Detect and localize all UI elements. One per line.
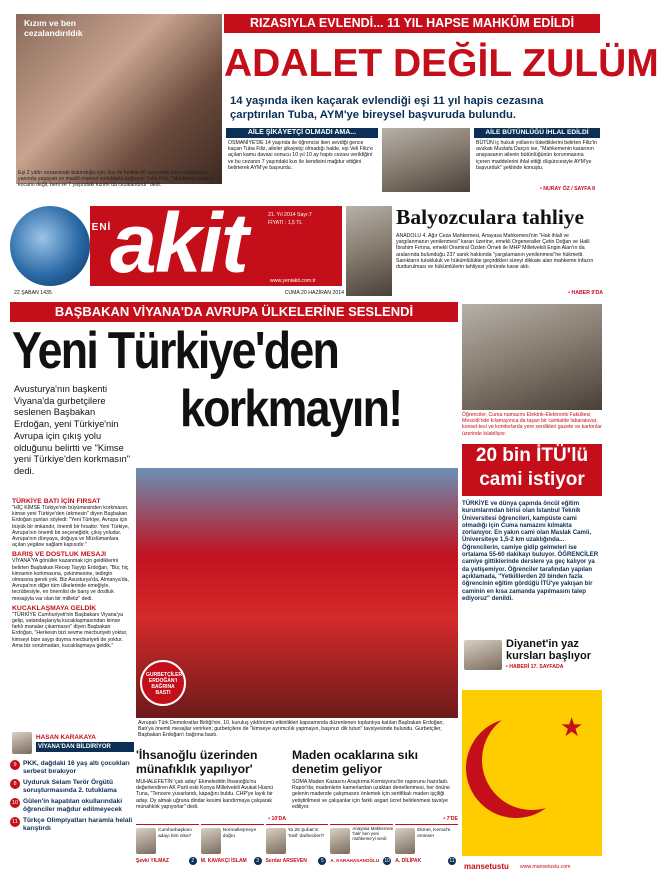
byline-avatar — [12, 732, 32, 754]
brand-url: www.mansetustu.com — [520, 864, 571, 870]
list-item — [10, 760, 134, 776]
columnist-avatar — [266, 828, 286, 854]
columnist-quote: Cumhurbaşkanı adayı kim olsa? — [158, 828, 192, 839]
top-photo — [16, 14, 222, 184]
section-1 — [12, 498, 130, 548]
side-headline: 20 bin İTÜ'lü cami istiyor — [462, 444, 602, 496]
columnist-page: 11 — [449, 858, 455, 864]
balyoz-photo — [346, 206, 392, 296]
story1-credit: • 10'DA — [268, 816, 286, 822]
top-kicker: RIZASIYLA EVLENDİ... 11 YIL HAPSE MAHKÛM EDİLDİ — [224, 14, 600, 33]
masthead-logo: akit — [110, 196, 247, 290]
section-text: VİYANA'YA gönüller kazanmak için geldiklerini belirten Başbakan Recep Tayyip Erdoğan, "Biz, hiç kimsenin korkmasına, çekinmesine, tedirgin olmasına gerek yok. Biz Avusturya'da, Almanya'da, Avrupa'nın diğer tüm ülkelerinde emeğiyle, tecrübesiyle, en önemlisi de barış ve dostluk mesajıyla var olan bir milletiz" dedi. — [12, 558, 129, 602]
section-2 — [12, 551, 130, 601]
main-headline-line2: korkmayın! — [180, 380, 402, 438]
main-sections — [12, 498, 130, 766]
story2-credit: • 7'DE — [443, 816, 458, 822]
byline-name: HASAN KARAKAYA — [36, 734, 96, 741]
balyoz-headline: Balyozculara tahliye — [396, 205, 585, 229]
top-photo-caption-title: Kızım ve ben cezalandırıldık — [24, 18, 83, 38]
byline-text: VİYANA'DAN BİLDİRİYOR — [36, 742, 134, 752]
side-photo-caption: Öğrenciler, Cuma namazını Elektrik-Elektronik Fakültesi Mescidi'nde kılamayınca da taşan bir camiaitte labaratuvar, konsel-tesi ve koridorlarda yere serdikleri gazete ve kartonlar üzerinde kılabiliyor. — [462, 412, 602, 437]
columnists — [136, 824, 458, 868]
columnist-name: Serdar ARSEVEN — [265, 858, 307, 864]
list-item — [10, 817, 134, 833]
page-number: 11 — [10, 817, 20, 827]
columnist-avatar — [395, 828, 415, 854]
section-text: "TÜRKİYE Cumhuriyeti'nin Başbakanı Viyana'ya gelip, vatandaşlarıyla kucaklaşmasından kimse farklı manalar çıkarmasın" diyen Başbakan Erdoğan, "Herkesin bizi sevme mecburiyeti yoktur, kimseyi bize saygı duyma mecburiyeti de yoktur. Ama biz sorulmadan, kucaklaşmaya geldik." — [12, 611, 128, 649]
story1-headline: 'İhsanoğlu üzerinden münafıklık yapılıyor' — [136, 748, 258, 776]
section-title: TÜRKİYE BATI İÇİN FIRSAT — [12, 498, 101, 505]
diyanet-headline: Diyanet'in yaz kursları başlıyor — [506, 638, 591, 662]
story2-text: SOMA Maden Kazasını Araştırma Komisyonu'ön raporunu hazırladı. Rapor'da; madenlerin kamerlardan uzaktan denetlenmesi, her önüne gelenin madende çalışmasını önlemek için sertifikalı maden işçiliği yetiştirilmesi ve çalışanlar için farklı asgari ücret belirlenmesi tavsiye ediliyor. — [292, 779, 450, 810]
columnist-avatar — [136, 828, 156, 854]
section-3 — [12, 605, 130, 649]
top-right-sub-title: AİLE BÜTÜNLÜĞÜ İHLAL EDİLDİ — [474, 128, 600, 138]
list-item-text: Türkçe Olimpiyatları haramla helali karıştırdı — [23, 817, 133, 832]
main-deck: Avusturya'nın başkenti Viyana'da gurbetçilere seslenen Başbakan Erdoğan, yeni Türkiye'nin Avrupa için çıkış yolu olduğunu belirtti ve "Kimse yeni Türkiye'den korkmasın" dedi. — [14, 384, 130, 476]
list-item — [10, 779, 134, 795]
star-icon: ★ — [560, 712, 584, 742]
top-headline: ADALET DEĞİL ZULÜM — [224, 36, 600, 92]
bottom-left-list — [10, 760, 134, 833]
columnist-card — [266, 824, 329, 868]
masthead-globe — [10, 206, 90, 286]
balyoz-text: ANADOLU 4. Ağır Ceza Mahkemesi, Anayasa Mahkemesi'nin "Hak ihlali ve yargılanmanın yenilenmesi" kararı üzerine, emekli Orgeneraller Çetin Doğan ve Halil İbrahim Fırtına, emekli Oramiral Özden Örnek ile MHP Milletvekili Engin Alan'ın da aralarında bulunduğu 237 sanık hakkında "yargılamanın yenilenmesi"ne hükmetti. Sanıkların tutukluluk ve hükümlülükte geçirdikleri süreyi dikkate alan mahkeme infazın durdurulması ve hükümlülerin tahliyesi yönünde karar aldı. — [396, 233, 594, 271]
masthead-date: CUMA 20 HAZİRAN 2014 — [284, 290, 344, 296]
list-item-text: Uyduruk Selam Terör Örgütü soruşturmasında 2. tutuklama — [23, 779, 117, 794]
columnist-quote: Ya 28 Şubat'ın 'Sivil' darbecileri? — [287, 828, 325, 839]
top-deck: 14 yaşında iken kaçarak evlendiği eşi 11 yıl hapis cezasına çarptırılan Tuba, AYM'ye bireysel başvuruda bulundu. — [230, 95, 544, 122]
columnist-name: A. KARAHASANOĞLU — [330, 858, 380, 863]
top-photo-caption: Eşi 2 yıldır cezaevinde bulunduğu için, kızı ile birlikte 60 yaşındaki kayınvalidesinin yanında yaşayan ve maddi-manevi zorluklarla boğuşan Tuba Filiz, "Mahkeme sadece kocamı değil, beni ve 7 yaşındaki kızımı da cezalandırdı" dedi. — [18, 170, 214, 189]
columnist-page: 10 — [384, 858, 390, 864]
story1-text: MUHALEFETİN 'çatı aday' Ekmeleddin İhsanoğlu'nu değerlendiren AK Parti eski Konya Milletvekili Avukat Hüsnü Tuna, "Tencere yuvarlandı, kapağını buldu. CHP'ye layık bir aday. Oy almak uğruna dindar kesimi kandırmaya çalışarak münafıklık yapıyorlar" dedi. — [136, 779, 274, 810]
brand: mansetustu — [464, 862, 509, 871]
columnist-avatar — [201, 828, 221, 854]
page-number: 10 — [11, 800, 19, 806]
list-item-text: PKK, dağdaki 16 yaş altı çocukları serbest bırakıyor — [23, 760, 130, 775]
badge: GURBETÇİLER ERDOĞAN'I BAĞRINA BASTI — [140, 660, 186, 706]
page-number: 9 — [10, 760, 20, 770]
masthead-yeni: YENİ — [84, 222, 112, 233]
masthead-website: www.yeniakit.com.tr — [270, 278, 316, 284]
top-right-sub-text: BÜTÜN iç hukuk yollarını tükettiklerini belirten Filiz'in avukatı Mustafa Darçın ise, "Mahkemenin kararının anayasanın ailenin bütünlüğünün korunmasına içeren maddelerini ihlal ettiği düşüncesiyle AYM'ye başvurduk" şeklinde konuştu. — [476, 140, 597, 171]
top-left-sub-title: AİLE ŞİKÂYETÇİ OLMADI AMA... — [226, 128, 378, 138]
diyanet-photo — [464, 640, 502, 670]
main-headline-line1: Yeni Türkiye'den — [12, 322, 339, 380]
page-number: 8 — [10, 779, 20, 789]
top-right-sub-credit: • NURAY ÖZ / SAYFA 8 — [540, 186, 596, 192]
top-left-sub-text: OSMANİYE'DE 14 yaşında ile öğrencisi iken sevdiği gence kaçan Tuba Filiz, aileler şikayetçi olmadığı halde, eşi Veli Filiz'e açılan kamu davası sonucu 10 yıl 10 ay hapis cezası verildiğini ve bu cezanın 7 yaşındaki kızı ile kendisini mağdur ettiğini belirterek AYM'ye başvurdu. — [228, 140, 373, 171]
list-item-text: Gülen'in kapatılan okullarındaki öğrenciler mağdur edilmeyecek — [23, 798, 123, 813]
columnist-avatar — [330, 828, 350, 854]
masthead-price: FİYATI : 1,5 TL — [268, 220, 303, 226]
columnist-card — [201, 824, 264, 868]
section-text: "HİÇ KİMSE Türkiye'nin büyümesinden korkmasın, kimse yeni Türkiye'den ürkmesin" diyen Başbakan Erdoğan şunları söyledi: "Yeni Türkiye, Avrupa için büyük bir imkandır, önemli bir fırsattır. Yeni Türkiye, Avrupa'nın önemli bir seçeneğidir, çıkış yoludur. Avrupa'nın dünyaya, doğuya ve Müslümanlara açılan yegâne sağlam kapısıdır." — [12, 505, 130, 549]
masthead-issue: 21. Yıl 2014 Sayı:7 — [268, 212, 312, 218]
masthead-date-hijri: 22 ŞABAN 1435 — [14, 290, 52, 296]
side-photo — [462, 304, 602, 410]
columnist-page: 5 — [318, 857, 326, 865]
columnist-card — [395, 824, 458, 868]
side-text: TÜRKİYE ve dünya çapında öncül eğitim kurumlarından birisi olan İstanbul Teknik Üniversitesi öğrencileri, kampüste cami olmadığı için Cuma namazını kılmakta zorlanıyor. En yakın cami olan Maslak Camii, Üniversiteye 1,5-2 km uzaklığında... Öğrencilerin, camiye gidip gelmeleri ise ortalama 55-60 dakikayı buluyor. ÖĞRENCİLER camiye gittiklerinde derslere ya geç kalıyor ya da yetişemiyor. Öğrenciler tarafından yapılan açıklamada, "Yetkililerden 20 binden fazla öğrencinin eğitim gördüğü İTÜ'ye yakışan bir caminin en kısa zamanda yapılmasını talep ediyoruz" denildi. — [462, 500, 599, 602]
main-photo-caption: Avrupalı Türk Demokratlar Birliği'nin, 10. kuruluş yıldönümü etkinlikleri kapsamında düzenlenen toplantıya katılan Başbakan Erdoğan, Batı'ya önemli mesajlar verirken; gurbetçilere de "kimseye ayrımcılık yapmayın, başınızı dik tutun" tavsiyesinde bulundu. Gurbetçiler, Başbakan Erdoğan'ı bağrına bastı. — [138, 720, 444, 739]
columnist-quote: Normalleşmeye doğru — [222, 828, 257, 839]
columnist-page: 2 — [189, 857, 197, 865]
columnist-quote: Anayasa Mahkemesi 'bak' ben yeni mahkeme'yi verdi — [352, 826, 394, 841]
columnist-quote: Ekmel, Kemal'e eminse! — [417, 828, 451, 839]
story2-headline: Maden ocaklarına sıkı denetim geliyor — [292, 748, 418, 776]
section-title: KUCAKLAŞMAYA GELDİK — [12, 604, 97, 612]
columnist-card — [136, 824, 199, 868]
columnist-name: A. DİLİPAK — [395, 858, 422, 864]
couple-photo — [382, 128, 470, 192]
columnist-name: M. KAVAKÇI İSLAM — [200, 858, 247, 864]
columnist-page: 3 — [254, 857, 262, 865]
list-item — [10, 798, 134, 814]
columnist-card — [330, 824, 393, 868]
section-title: BARIŞ VE DOSTLUK MESAJI — [12, 551, 107, 559]
diyanet-credit: • HABERİ 17. SAYFADA — [506, 664, 564, 670]
balyoz-credit: • HABER 9'DA — [568, 290, 603, 296]
columnist-name: Şevki YILMAZ — [136, 858, 169, 864]
main-kicker: BAŞBAKAN VİYANA'DA AVRUPA ÜLKELERİNE SESLENDİ — [10, 302, 458, 322]
